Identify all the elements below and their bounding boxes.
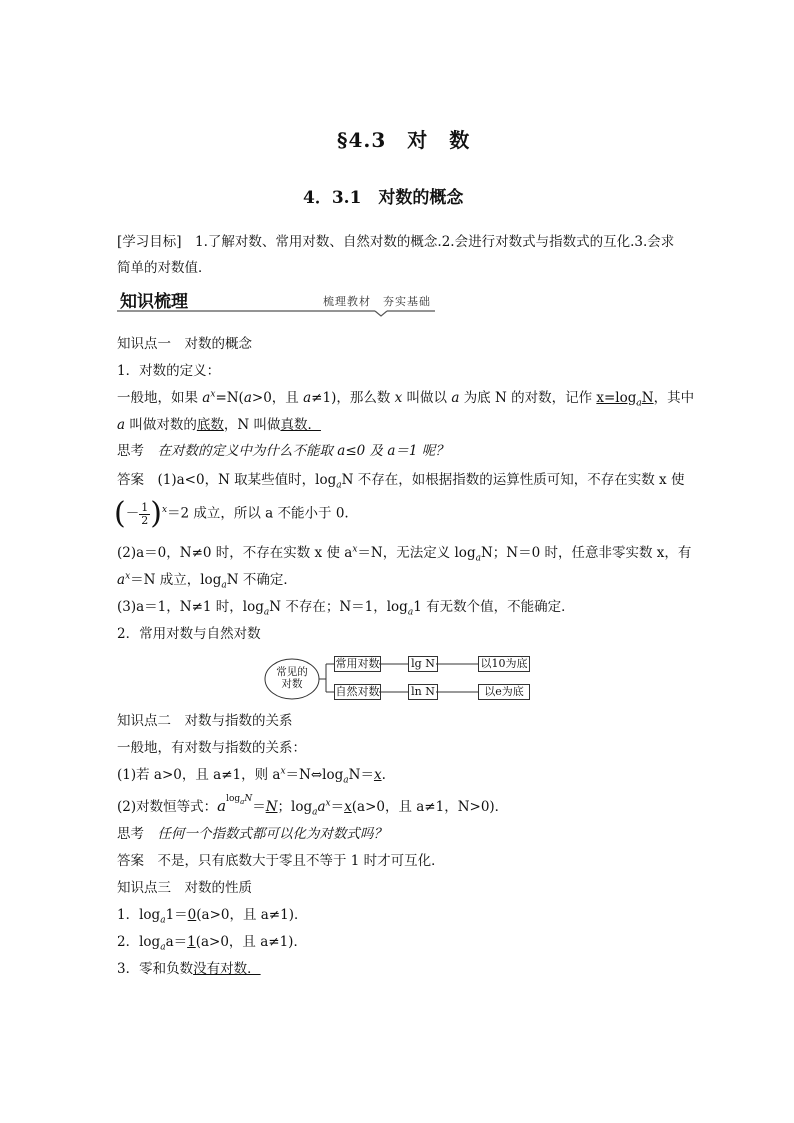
diagram-base-10: 以10为底 bbox=[478, 656, 530, 672]
subsection-title: 4．3.1 对数的概念 bbox=[303, 188, 464, 208]
objectives-line2: 简单的对数值． bbox=[117, 260, 212, 276]
kp1-answer-1: 答案 (1)a<0，N 取某些值时，$\log_aN$ 不存在，如根据指数的运算性质可知，不存在实数 x 使 bbox=[117, 472, 685, 491]
diagram-common-log: 常用对数 bbox=[335, 657, 380, 670]
kp1-think: 思考 在对数的定义中为什么不能取 a≤0 及 a＝1 呢？ bbox=[117, 443, 449, 459]
diagram-lg-symbol: lg N bbox=[408, 656, 438, 672]
kp1-answer-3: (3)a＝1，N≠1 时，$\log_aN$ 不存在；N＝1，$\log_a1$ 有无数个值，不能确定． bbox=[117, 599, 575, 618]
kp1-answer-2: (2)a＝0，N≠0 时，不存在实数 x 使 $a^x=N$，无法定义 $\log_aN$；N＝0 时，任意非零实数 x，有 bbox=[117, 544, 692, 564]
objectives-label: [学习目标] bbox=[117, 234, 182, 250]
kp2-relation-2: (2)对数恒等式：$a^{log_aN}=N$；$\log_aa^x=x(a>0$，且 a≠1，N>0)． bbox=[117, 793, 509, 818]
think-label: 思考 bbox=[117, 826, 144, 842]
answer-label: 答案 bbox=[117, 853, 144, 869]
kp2-answer: 答案 不是，只有底数大于零且不等于 1 时才可互化． bbox=[117, 853, 445, 869]
kp2-relation-1: (1)若 a>0，且 a≠1，则 $a^x=N\Leftrightarrow\log_aN=x$. bbox=[117, 766, 386, 786]
kp2-think: 思考 任何一个指数式都可以化为对数式吗？ bbox=[117, 826, 387, 842]
kp3-property-1: 1．$\log_a1=0(a>0$，且 a≠1)． bbox=[117, 907, 308, 926]
kp1-definition-line2: a 叫做对数的底数，N 叫做真数． bbox=[117, 417, 321, 433]
think-label: 思考 bbox=[117, 443, 144, 459]
section-title: §4.3 对 数 bbox=[337, 128, 471, 152]
kp3-property-3: 3．零和负数没有对数． bbox=[117, 961, 261, 977]
kp1-title: 知识点一 对数的概念 bbox=[117, 336, 252, 352]
kp1-definition-line1: 一般地，如果 $a^x=N(a>0$，且 a≠1)，那么数 x 叫做以 a 为底 N 的对数，记作 $x=\log_aN$，其中 bbox=[117, 389, 695, 409]
banner-subtitle: 梳理教材 夯实基础 bbox=[323, 295, 431, 308]
banner-underline bbox=[117, 306, 437, 318]
diagram-natural-log: 自然对数 bbox=[335, 685, 380, 698]
kp2-intro: 一般地，有对数与指数的关系： bbox=[117, 740, 306, 756]
diagram-ln-symbol: ln N bbox=[408, 684, 438, 700]
kp3-property-2: 2．$\log_aa=1(a>0$，且 a≠1)． bbox=[117, 934, 307, 953]
kp1-item2: 2．常用对数与自然对数 bbox=[117, 626, 261, 642]
answer-label: 答案 bbox=[117, 472, 144, 488]
banner-title: 知识梳理 bbox=[120, 292, 188, 312]
kp1-item1: 1．对数的定义： bbox=[117, 363, 221, 379]
diagram-root: 常见的 对数 bbox=[276, 666, 308, 690]
diagram-base-e: 以e为底 bbox=[478, 684, 530, 700]
kp1-answer-2-cont: $a^x=N$ 成立，$\log_aN$ 不确定． bbox=[117, 571, 297, 591]
objectives-line1: [学习目标] 1.了解对数、常用对数、自然对数的概念.2.会进行对数式与指数式的互化.3.会求 bbox=[117, 234, 675, 250]
kp3-title: 知识点三 对数的性质 bbox=[117, 880, 252, 896]
kp2-title: 知识点二 对数与指数的关系 bbox=[117, 713, 293, 729]
fraction: $\frac{1}{2}$ bbox=[141, 500, 149, 527]
kp1-answer-1-cont: (－ $\frac{1}{2}$ )$^x$＝2 成立，所以 a 不能小于 0. bbox=[114, 496, 349, 531]
